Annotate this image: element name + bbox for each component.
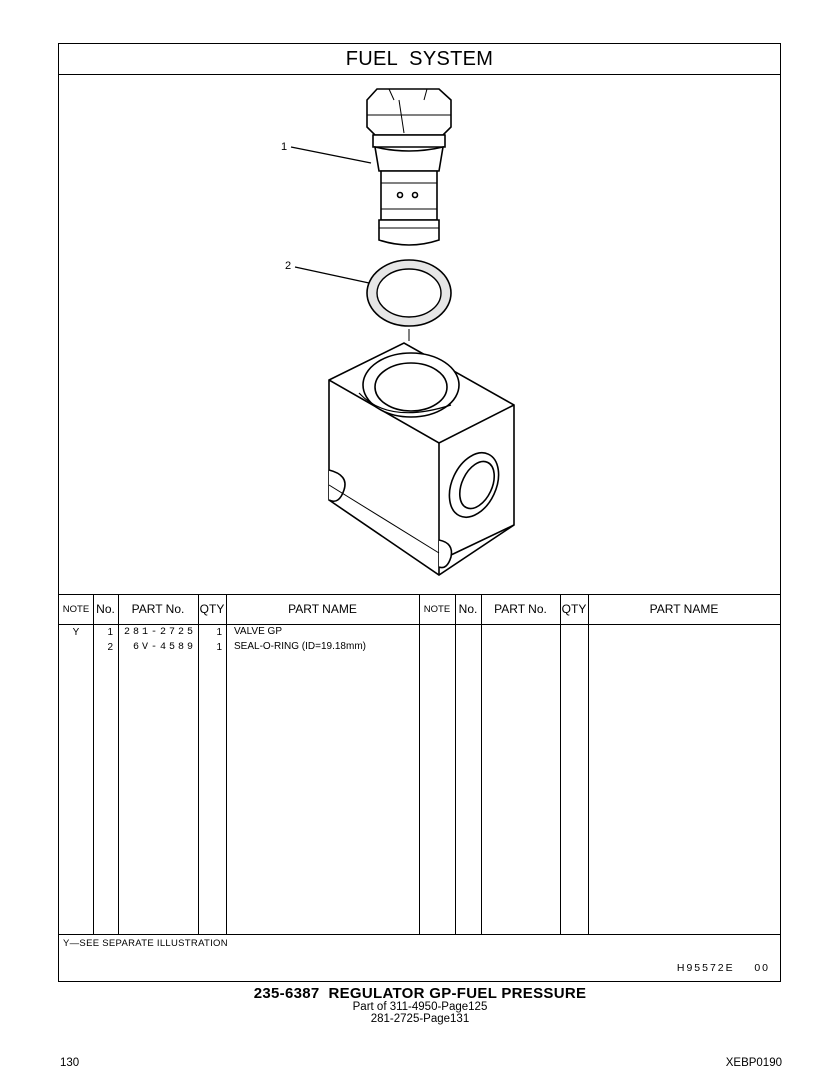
housing-block-drawing <box>329 343 514 575</box>
row-part-name: SEAL-O-RING (ID=19.18mm) <box>234 641 366 652</box>
callout-1-label: 1 <box>281 141 288 153</box>
column-divider <box>455 594 456 934</box>
row-part-number: 281-2725 <box>123 627 196 638</box>
row-number: 2 <box>107 642 113 653</box>
row-qty: 1 <box>216 627 222 638</box>
row-note: Y <box>72 627 80 638</box>
row-part-name: VALVE GP <box>234 626 282 637</box>
illustration-code: H95572E 00 <box>676 962 770 974</box>
header-qty-right: QTY <box>561 602 587 616</box>
header-part-name-left: PART NAME <box>288 602 357 616</box>
header-part-no-right: PART No. <box>494 602 547 616</box>
page-number: 130 <box>60 1057 80 1069</box>
document-code: XEBP0190 <box>725 1057 782 1069</box>
row-number: 1 <box>107 627 113 638</box>
header-part-no-left: PART No. <box>131 602 185 616</box>
header-no-left: No. <box>96 602 115 616</box>
page-title-text: FUEL SYSTEM <box>345 48 494 70</box>
header-no-right: No. <box>458 602 478 616</box>
callout-1 <box>281 141 371 163</box>
callout-2 <box>285 260 369 283</box>
row-qty: 1 <box>216 642 222 653</box>
header-qty-left: QTY <box>199 602 225 616</box>
footnote-text: Y—SEE SEPARATE ILLUSTRATION <box>63 938 228 949</box>
exploded-view-drawing <box>59 75 780 635</box>
caption-part-of-line-2: 281-2725-Page131 <box>370 1013 470 1025</box>
header-note-left: NOTE <box>62 604 90 615</box>
column-divider <box>226 594 227 934</box>
parts-page-frame <box>58 43 781 982</box>
row-part-number: 6V-4589 <box>132 642 196 653</box>
column-divider <box>419 594 420 934</box>
exploded-view-illustration <box>59 75 780 640</box>
page-title <box>59 44 780 75</box>
column-divider <box>481 594 482 934</box>
column-divider <box>560 594 561 934</box>
header-note-right: NOTE <box>423 604 451 615</box>
caption-title: 235-6387 REGULATOR GP-FUEL PRESSURE <box>253 985 587 1002</box>
valve-gp-part-drawing <box>367 89 451 245</box>
callout-2-label: 2 <box>285 260 292 272</box>
caption-part-of-line-1: Part of 311-4950-Page125 <box>352 1001 488 1013</box>
column-divider <box>588 594 589 934</box>
seal-o-ring-part-drawing <box>367 260 451 326</box>
parts-table <box>59 594 780 934</box>
footnote-section <box>59 934 780 981</box>
header-part-name-right: PART NAME <box>649 602 719 616</box>
